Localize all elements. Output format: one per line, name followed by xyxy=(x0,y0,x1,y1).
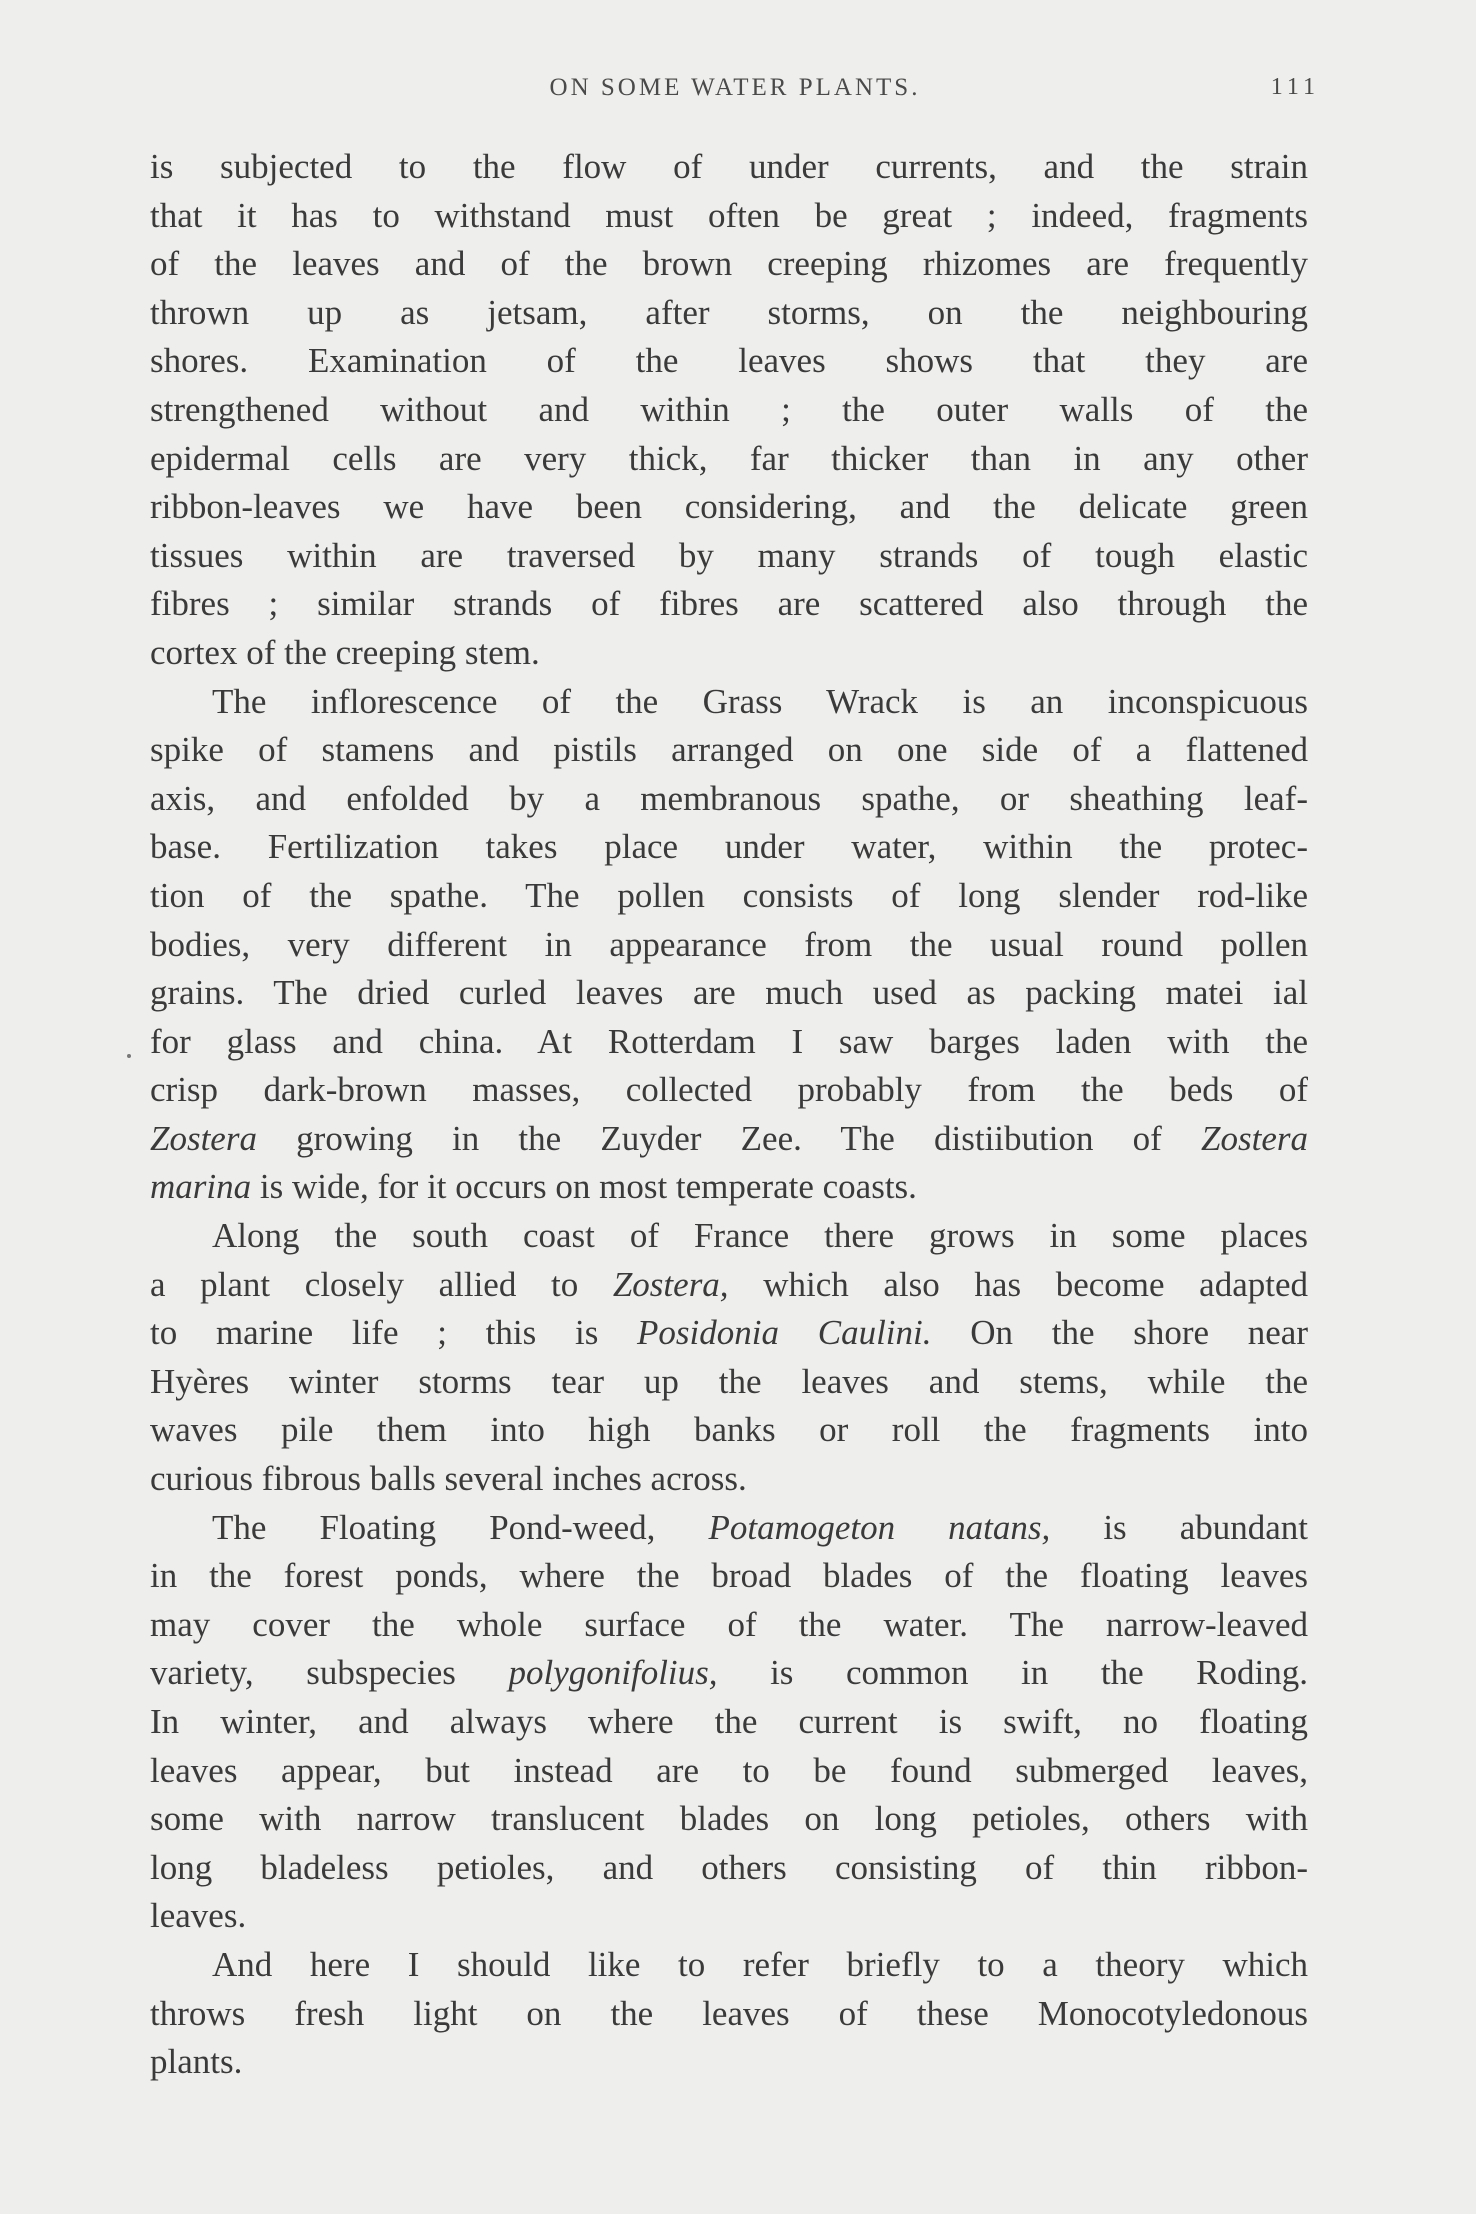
text-line xyxy=(150,143,1308,192)
text-span: is common in the Roding. xyxy=(717,1653,1308,1693)
text-line xyxy=(150,2038,1308,2087)
text-line xyxy=(150,1649,1308,1698)
text-span: cortex of the creeping stem. xyxy=(150,632,540,672)
text-line xyxy=(150,1163,1308,1212)
text-span: may cover the whole surface of the water. The narrow-leaved xyxy=(150,1604,1308,1644)
text-line xyxy=(150,386,1308,435)
text-line xyxy=(150,1455,1308,1504)
text-span: in the forest ponds, where the broad blades of the floating leaves xyxy=(150,1556,1308,1596)
text-line xyxy=(150,289,1308,338)
text-span: for glass and china. At Rotterdam I saw barges laden with the xyxy=(150,1021,1308,1061)
text-span: grains. The dried curled leaves are much used as packing matei ial xyxy=(150,973,1308,1013)
text-line xyxy=(150,192,1308,241)
text-line xyxy=(150,1018,1308,1067)
text-span: fibres ; similar strands of fibres are scattered also through the xyxy=(150,584,1308,624)
text-line xyxy=(150,532,1308,581)
text-line xyxy=(150,580,1308,629)
text-span: axis, and enfolded by a membranous spathe, or sheathing leaf- xyxy=(150,778,1308,818)
margin-speck xyxy=(127,1054,131,1058)
text-span: long bladeless petioles, and others consisting of thin ribbon- xyxy=(150,1847,1308,1887)
text-line xyxy=(150,1212,1308,1261)
text-span: Along the south coast of France there grows in some places xyxy=(212,1216,1308,1256)
text-span: plants. xyxy=(150,2042,243,2082)
text-span: leaves. xyxy=(150,1896,247,1936)
text-line xyxy=(150,337,1308,386)
italic-text: marina xyxy=(150,1167,252,1207)
text-line xyxy=(150,1358,1308,1407)
text-span: of the leaves and of the brown creeping rhizomes are frequently xyxy=(150,244,1308,284)
text-line xyxy=(150,1844,1308,1893)
text-line xyxy=(150,1115,1308,1164)
text-span: strengthened without and within ; the outer walls of the xyxy=(150,389,1308,429)
text-line xyxy=(150,629,1308,678)
text-span: thrown up as jetsam, after storms, on the neighbouring xyxy=(150,292,1308,332)
text-line xyxy=(150,1941,1308,1990)
text-line xyxy=(150,1066,1308,1115)
italic-text: Zostera, xyxy=(612,1264,729,1304)
text-line xyxy=(150,1601,1308,1650)
italic-text: Zostera xyxy=(150,1118,257,1158)
text-line xyxy=(150,969,1308,1018)
text-span: to marine life ; this is xyxy=(150,1313,638,1353)
text-span: which also has become adapted xyxy=(728,1264,1308,1304)
text-span: bodies, very different in appearance from the usual round pollen xyxy=(150,924,1308,964)
italic-text: Zostera xyxy=(1201,1118,1308,1158)
text-line xyxy=(150,1261,1308,1310)
text-span: tissues within are traversed by many strands of tough elastic xyxy=(150,535,1308,575)
text-line xyxy=(150,240,1308,289)
text-line xyxy=(150,1747,1308,1796)
body-text xyxy=(150,143,1308,2087)
text-line xyxy=(150,1504,1308,1553)
text-span: On the shore near xyxy=(931,1313,1308,1353)
text-span: The Floating Pond-weed, xyxy=(212,1507,709,1547)
text-span: that it has to withstand must often be great ; indeed, fragments xyxy=(150,195,1308,235)
italic-text: Posidonia Caulini. xyxy=(637,1313,932,1353)
text-span: curious fibrous balls several inches across. xyxy=(150,1459,747,1499)
text-span: And here I should like to refer briefly to a theory which xyxy=(212,1944,1308,1984)
text-span: growing in the Zuyder Zee. The distiibution of xyxy=(256,1118,1202,1158)
text-line xyxy=(150,921,1308,970)
text-line xyxy=(150,435,1308,484)
text-line xyxy=(150,1990,1308,2039)
text-line xyxy=(150,1552,1308,1601)
text-span: is subjected to the flow of under currents, and the strain xyxy=(150,147,1308,186)
text-span: waves pile them into high banks or roll the fragments into xyxy=(150,1410,1308,1450)
text-span: base. Fertilization takes place under water, within the protec- xyxy=(150,827,1308,867)
text-line xyxy=(150,678,1308,727)
text-span: variety, subspecies xyxy=(150,1653,509,1693)
text-span: In winter, and always where the current is swift, no floating xyxy=(150,1702,1308,1741)
text-line xyxy=(150,1406,1308,1455)
text-line xyxy=(150,872,1308,921)
text-span: throws fresh light on the leaves of these Monocotyledonous xyxy=(150,1993,1308,2033)
text-line xyxy=(150,1892,1308,1941)
italic-text: polygonifolius, xyxy=(508,1653,718,1693)
text-span: leaves appear, but instead are to be found submerged leaves, xyxy=(150,1750,1308,1790)
text-span: Hyères winter storms tear up the leaves and stems, while the xyxy=(150,1361,1308,1401)
text-line xyxy=(150,726,1308,775)
text-line xyxy=(150,1698,1308,1747)
text-span: ribbon-leaves we have been considering, and the delicate green xyxy=(150,487,1308,527)
running-title: ON SOME WATER PLANTS. xyxy=(549,74,921,101)
text-line xyxy=(150,483,1308,532)
text-span: is wide, for it occurs on most temperate coasts. xyxy=(251,1167,917,1207)
text-span: some with narrow translucent blades on long petioles, others with xyxy=(150,1799,1308,1839)
text-span: The inflorescence of the Grass Wrack is an inconspicuous xyxy=(212,681,1308,721)
text-span: epidermal cells are very thick, far thicker than in any other xyxy=(150,438,1308,478)
page-number: 111 xyxy=(1270,74,1320,100)
text-span: tion of the spathe. The pollen consists of long slender rod-like xyxy=(150,875,1308,915)
text-span: shores. Examination of the leaves shows that they are xyxy=(150,341,1308,381)
text-line xyxy=(150,1795,1308,1844)
text-span: spike of stamens and pistils arranged on one side of a flattened xyxy=(150,730,1308,770)
text-span: crisp dark-brown masses, collected probably from the beds of xyxy=(150,1070,1308,1110)
text-line xyxy=(150,775,1308,824)
text-line xyxy=(150,1309,1308,1358)
text-span: is abundant xyxy=(1050,1507,1308,1547)
text-span: a plant closely allied to xyxy=(150,1264,613,1304)
text-line xyxy=(150,823,1308,872)
italic-text: Potamogeton natans, xyxy=(708,1507,1051,1547)
running-head xyxy=(150,74,1320,114)
